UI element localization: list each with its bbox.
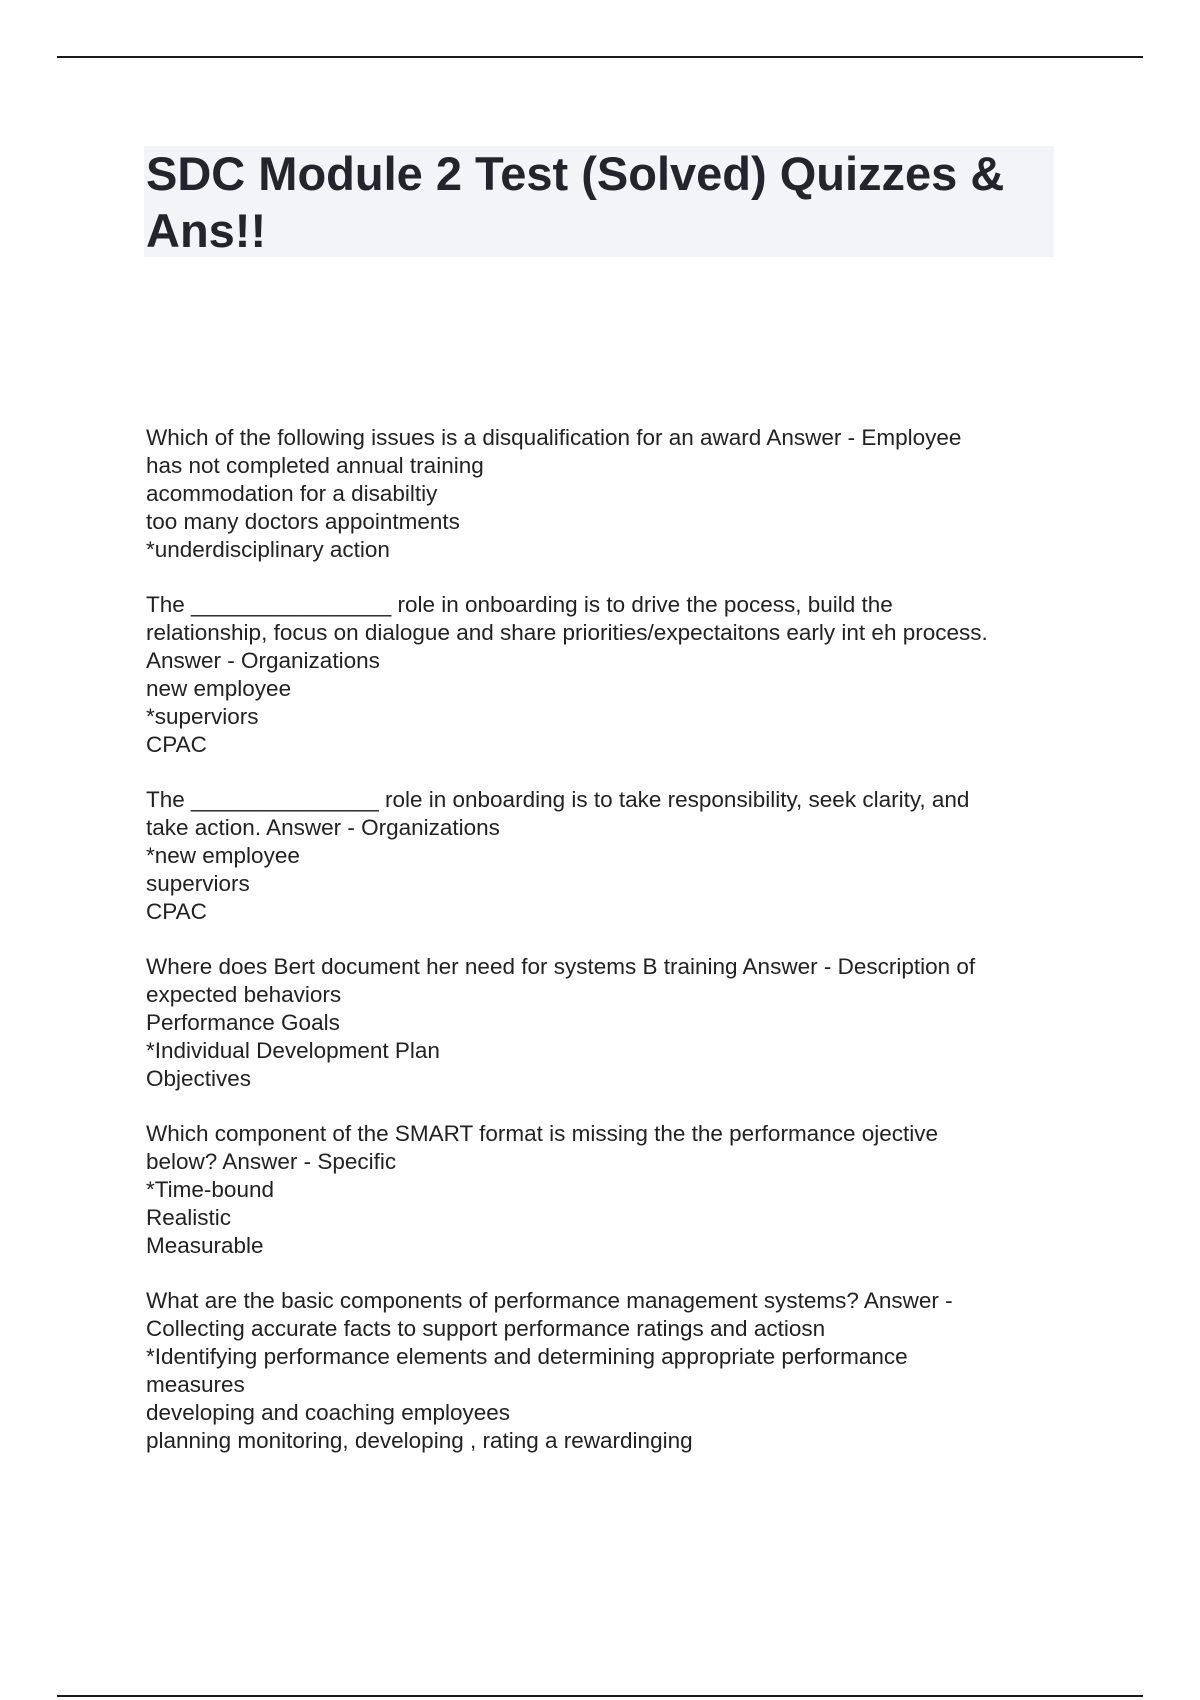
top-rule [57,56,1143,58]
answer-option: too many doctors appointments [146,509,460,534]
question-text: take action. Answer - Organizations [146,815,500,840]
bottom-rule [57,1695,1143,1697]
question-block-3 [146,786,1066,926]
question-text: The ________________ role in onboarding is to drive the pocess, build the [146,592,893,617]
answer-option-correct: measures [146,1372,245,1397]
answer-option: Realistic [146,1205,232,1230]
question-text: Which of the following issues is a disqualification for an award Answer - Employee [146,425,962,450]
question-block-2 [146,591,1066,759]
question-text: relationship, focus on dialogue and share priorities/expectaitons early int eh process. [146,620,988,645]
document-title [146,145,1046,259]
answer-option-correct: *new employee [146,843,300,868]
title-line-1: SDC Module 2 Test (Solved) Quizzes & [146,147,1005,200]
title-line-2: Ans!! [146,204,267,257]
answer-option: CPAC [146,899,207,924]
answer-option: new employee [146,676,292,701]
question-block-6 [146,1287,1066,1455]
answer-option: developing and coaching employees [146,1400,511,1425]
answer-option: CPAC [146,732,207,757]
answer-option-correct: *Identifying performance elements and determining appropriate performance [146,1344,908,1369]
answer-option: Measurable [146,1233,264,1258]
answer-option: Objectives [146,1066,252,1091]
question-text: expected behaviors [146,982,342,1007]
answer-option-correct: *underdisciplinary action [146,537,390,562]
answer-option: planning monitoring, developing , rating a rewardinging [146,1428,693,1453]
question-text: below? Answer - Specific [146,1149,397,1174]
question-text: Collecting accurate facts to support performance ratings and actiosn [146,1316,826,1341]
question-text: What are the basic components of performance management systems? Answer - [146,1288,953,1313]
answer-option-correct: *superviors [146,704,259,729]
answer-option: Performance Goals [146,1010,340,1035]
question-text: The _______________ role in onboarding is to take responsibility, seek clarity, and [146,787,970,812]
answer-option-correct: *Individual Development Plan [146,1038,440,1063]
answer-option-correct: *Time-bound [146,1177,274,1202]
question-text: Answer - Organizations [146,648,380,673]
question-text: Which component of the SMART format is missing the the performance ojective [146,1121,939,1146]
question-block-5 [146,1120,1066,1260]
question-text: has not completed annual training [146,453,484,478]
answer-option: acommodation for a disabiltiy [146,481,438,506]
question-block-4 [146,953,1066,1093]
question-block-1 [146,424,1066,564]
answer-option: superviors [146,871,250,896]
question-text: Where does Bert document her need for systems B training Answer - Description of [146,954,976,979]
